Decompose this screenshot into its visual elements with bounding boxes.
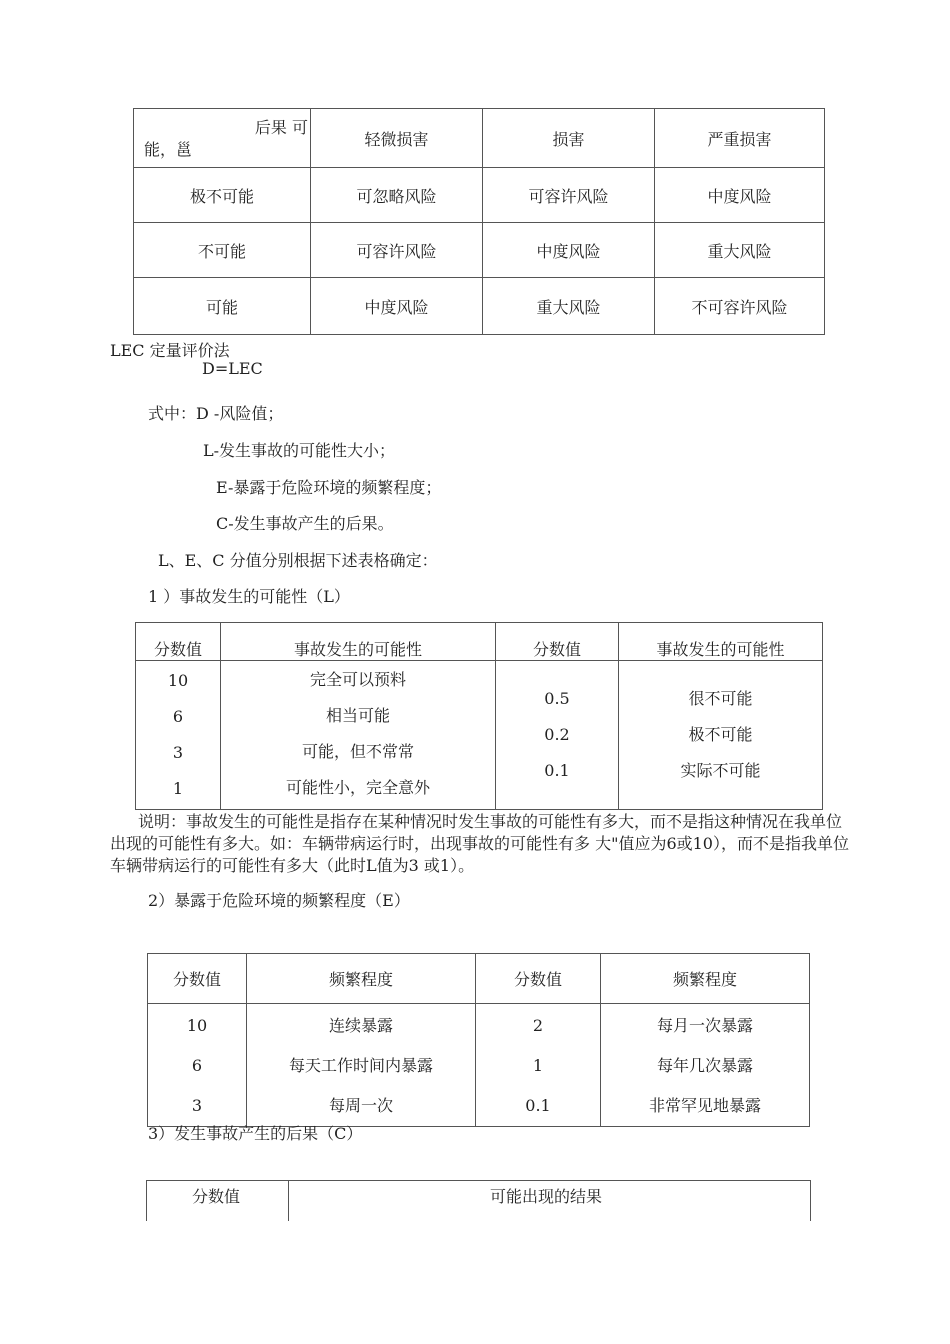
header-cell: 分数值 (476, 954, 601, 1004)
header-cell: 分数值 (136, 623, 221, 661)
desc-value: 非常罕见地暴露 (648, 1096, 761, 1115)
header-cell: 分数值 (496, 623, 619, 661)
c-mid-border (288, 1181, 289, 1221)
table-row (148, 1004, 810, 1127)
table-cell: 重大风险 (655, 223, 825, 278)
table-cell: 可容许风险 (483, 168, 655, 223)
desc-value: 每天工作时间内暴露 (288, 1056, 433, 1075)
lec-heading: LEC 定量评价法 (110, 341, 230, 360)
score-value: 6 (191, 1056, 203, 1075)
score-list (476, 1004, 601, 1127)
table-row (134, 223, 825, 278)
desc-value: 很不可能 (688, 689, 753, 708)
corner-top-text: 后果 可 (254, 118, 308, 137)
consequence-table (146, 1180, 811, 1221)
header-cell: 事故发生的可能性 (221, 623, 496, 661)
table-cell: 不可容许风险 (655, 278, 825, 335)
table-c-title: 3）发生事故产生的后果（C） (148, 1124, 363, 1143)
score-value: 3 (172, 743, 184, 762)
def-c: C-发生事故产生的后果。 (216, 514, 394, 533)
risk-matrix-table (133, 108, 825, 335)
table-cell: 中度风险 (483, 223, 655, 278)
table-row (148, 954, 810, 1004)
desc-value: 每周一次 (328, 1096, 393, 1115)
corner-bottom-text: 能，邕 (144, 140, 193, 159)
desc-value: 每年几次暴露 (656, 1056, 753, 1075)
corner-cell (134, 109, 311, 168)
score-value: 1 (532, 1056, 544, 1075)
def-l: L-发生事故的可能性大小； (203, 441, 396, 460)
header-cell: 分数值 (148, 954, 247, 1004)
likelihood-table (135, 622, 823, 810)
score-value: 0.1 (544, 761, 570, 780)
header-cell: 分数值 (192, 1187, 241, 1206)
header-cell: 轻微损害 (311, 109, 483, 168)
score-value: 0.5 (544, 689, 570, 708)
table-row (134, 168, 825, 223)
c-right-border (810, 1181, 811, 1221)
desc-list (221, 661, 496, 810)
table-cell: 中度风险 (655, 168, 825, 223)
def-e: E-暴露于危险环境的频繁程度； (216, 478, 442, 497)
desc-list (619, 661, 823, 810)
exposure-table (147, 953, 810, 1127)
header-cell: 频繁程度 (601, 954, 810, 1004)
def-d: 式中：D -风险值； (148, 404, 284, 423)
score-value: 1 (172, 779, 184, 798)
score-list (496, 661, 619, 810)
desc-list (247, 1004, 476, 1127)
desc-value: 实际不可能 (680, 761, 761, 780)
desc-value: 可能性小，完全意外 (285, 778, 430, 797)
table-cell: 可忽略风险 (311, 168, 483, 223)
table-cell: 可容许风险 (311, 223, 483, 278)
desc-list (601, 1004, 810, 1127)
table-row (136, 623, 823, 661)
score-list (136, 661, 221, 810)
likelihood-note: 说明：事故发生的可能性是指存在某种情况时发生事故的可能性有多大，而不是指这种情况在我单位出现的可能性有多大。如：车辆带病运行时，出现事故的可能性有多 大"值应为6或10），而不是指我单位车辆带病运行的可能性有多大（此时L值为3 或1）。 (110, 812, 849, 875)
table-row (134, 109, 825, 168)
table-row (134, 278, 825, 335)
row-label: 不可能 (134, 223, 311, 278)
desc-value: 完全可以预料 (309, 670, 406, 689)
lec-formula: D=LEC (202, 359, 263, 378)
header-cell: 事故发生的可能性 (619, 623, 823, 661)
score-value: 2 (532, 1016, 544, 1035)
score-value: 0.1 (525, 1096, 551, 1115)
table-row (136, 661, 823, 810)
header-cell: 严重损害 (655, 109, 825, 168)
desc-value: 可能，但不常常 (301, 742, 414, 761)
table-l-title: 1 ）事故发生的可能性（L） (148, 587, 350, 606)
score-value: 3 (191, 1096, 203, 1115)
score-value: 10 (186, 1016, 208, 1035)
row-label: 极不可能 (134, 168, 311, 223)
score-list (148, 1004, 247, 1127)
table-cell: 中度风险 (311, 278, 483, 335)
row-label: 可能 (134, 278, 311, 335)
header-cell: 损害 (483, 109, 655, 168)
score-value: 6 (172, 707, 184, 726)
header-cell: 可能出现的结果 (490, 1187, 603, 1206)
score-value: 0.2 (544, 725, 570, 744)
header-cell: 频繁程度 (247, 954, 476, 1004)
table-e-title: 2）暴露于危险环境的频繁程度（E） (148, 891, 410, 910)
desc-value: 相当可能 (325, 706, 390, 725)
desc-value: 每月一次暴露 (656, 1016, 753, 1035)
desc-value: 连续暴露 (328, 1016, 393, 1035)
lec-intro: L、E、C 分值分别根据下述表格确定： (158, 551, 438, 570)
desc-value: 极不可能 (688, 725, 753, 744)
c-left-border (146, 1181, 147, 1221)
table-cell: 重大风险 (483, 278, 655, 335)
score-value: 10 (167, 671, 189, 690)
